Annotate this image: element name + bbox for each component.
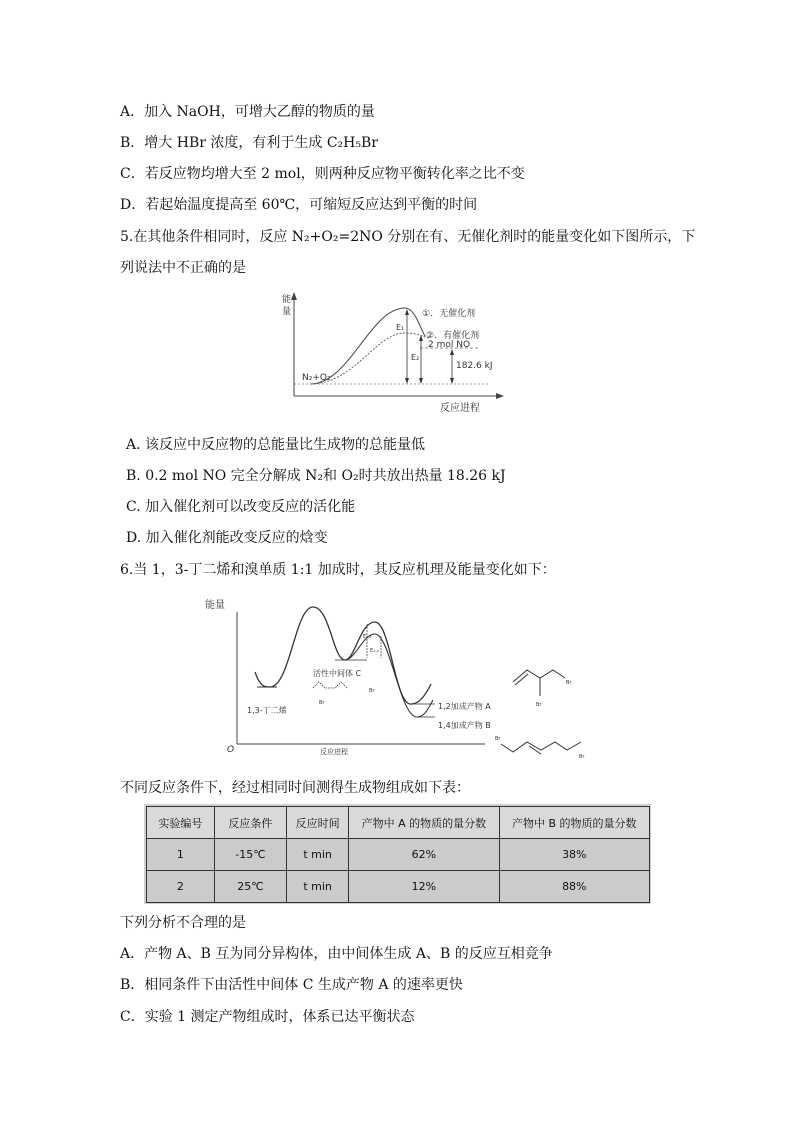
q4-option-c: C．若反应物均增大至 2 mol，则两种反应物平衡转化率之比不变 (120, 166, 525, 182)
q6-ea1-label: E₂.₁ (363, 634, 372, 640)
q5-y-label-2: 量 (282, 307, 292, 317)
q6-br-3: Br (536, 702, 542, 708)
q6-origin-label: O (227, 745, 235, 755)
table-cell: 2 (147, 871, 215, 903)
table-row (147, 871, 650, 903)
q6-reactant-label: 1,3-丁二烯 (247, 706, 287, 715)
q6-br-4: Br (566, 680, 572, 686)
q5-curve1-label: ①．无催化剂 (422, 309, 476, 319)
q6-ea2-label: E₁.₂ (370, 648, 379, 654)
q5-dh-label: 182.6 kJ (456, 361, 493, 371)
q5-energy-diagram (280, 288, 520, 418)
q5-stem-line1: 5.在其他条件相同时，反应 N₂+O₂=2NO 分别在有、无催化剂时的能量变化如下图所示，下 (120, 229, 696, 245)
q6-product-a-label: 1,2加成产物 A (438, 702, 491, 711)
q6-results-table (146, 806, 650, 903)
table-header-row (147, 807, 650, 839)
q5-curve2-label: ②．有催化剂 (426, 331, 480, 341)
q6-stem: 6.当 1，3-丁二烯和溴单质 1:1 加成时，其反应机理及能量变化如下： (120, 562, 556, 578)
q6-intermediate-label: 活性中间体 C (313, 669, 362, 678)
table-cell: 88% (499, 871, 649, 903)
table-header: 反应时间 (287, 807, 349, 839)
q6-table-intro: 不同反应条件下，经过相同时间测得生成物组成如下表： (120, 780, 470, 796)
table-cell: t min (287, 871, 349, 903)
table-header: 产物中 B 的物质的量分数 (499, 807, 649, 839)
table-row (147, 839, 650, 871)
q5-product-label: 2 mol NO (428, 340, 471, 350)
q6-option-a: A．产物 A、B 互为同分异构体，由中间体生成 A、B 的反应互相竞争 (120, 946, 553, 962)
q5-e1-label: E₁ (396, 323, 405, 332)
q5-x-label: 反应进程 (440, 403, 480, 414)
q6-option-b: B．相同条件下由活性中间体 C 生成产物 A 的速率更快 (120, 977, 463, 993)
q4-option-a: A．加入 NaOH，可增大乙醇的物质的量 (120, 104, 375, 120)
q6-br-6: Br (579, 754, 585, 760)
table-header: 产物中 A 的物质的量分数 (349, 807, 499, 839)
q5-option-c: C. 加入催化剂可以改变反应的活化能 (126, 499, 356, 515)
q5-e2-label: E₂ (411, 353, 420, 362)
q5-option-d: D. 加入催化剂能改变反应的焓变 (126, 530, 328, 546)
q4-option-b: B．增大 HBr 浓度，有利于生成 C₂H₅Br (120, 135, 378, 151)
q5-option-a: A. 该反应中反应物的总能量比生成物的总能量低 (126, 437, 426, 453)
q6-x-label: 反应进程 (320, 748, 348, 756)
q6-y-label: 能量 (205, 600, 225, 611)
q6-question: 下列分析不合理的是 (120, 915, 246, 931)
q5-stem-line2: 列说法中不正确的是 (120, 260, 246, 276)
q6-br-1: Br (319, 700, 325, 706)
q6-br-2: Br (369, 688, 375, 694)
q5-y-label-1: 能 (282, 295, 292, 305)
q6-option-c: C．实验 1 测定产物组成时，体系已达平衡状态 (120, 1009, 415, 1025)
table-cell: 1 (147, 839, 215, 871)
q4-option-d: D．若起始温度提高至 60℃，可缩短反应达到平衡的时间 (120, 197, 478, 213)
q6-curve-main (270, 607, 431, 704)
q5-option-b: B. 0.2 mol NO 完全分解成 N₂和 O₂时共放出热量 18.26 kJ (126, 468, 506, 484)
table-cell: 25℃ (214, 871, 286, 903)
q6-product-b-label: 1,4加成产物 B (438, 721, 491, 730)
table-cell: 62% (349, 839, 499, 871)
table-header: 实验编号 (147, 807, 215, 839)
q6-energy-diagram (195, 592, 595, 772)
table-cell: t min (287, 839, 349, 871)
table-cell: -15℃ (214, 839, 286, 871)
table-cell: 12% (349, 871, 499, 903)
q5-reactant-label: N₂+O₂ (302, 373, 331, 383)
table-cell: 38% (499, 839, 649, 871)
q6-br-5: Br (495, 736, 501, 742)
q6-structure-b (501, 742, 581, 752)
table-header: 反应条件 (214, 807, 286, 839)
